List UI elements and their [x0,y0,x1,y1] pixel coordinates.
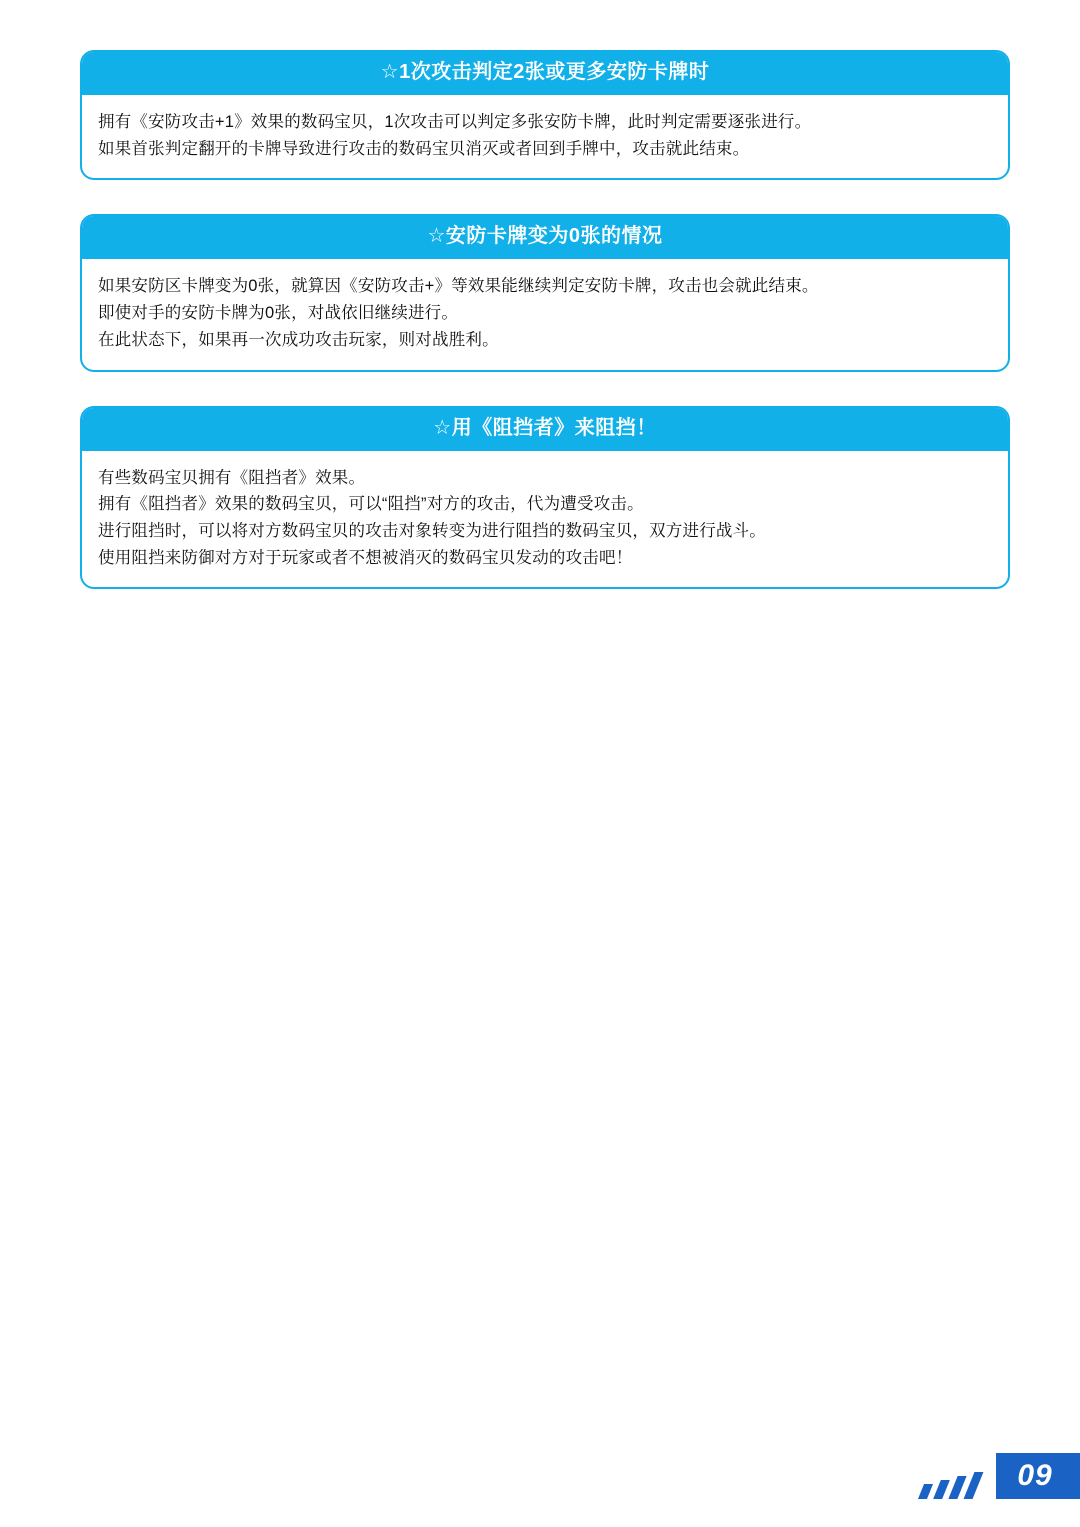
body-line: 如果首张判定翻开的卡牌导致进行攻击的数码宝贝消灭或者回到手牌中，攻击就此结束。 [98,139,750,158]
section-title: ☆安防卡牌变为0张的情况 [82,216,1008,259]
body-line: 在此状态下，如果再一次成功攻击玩家，则对战胜利。 [98,330,499,349]
body-line: 拥有《安防攻击+1》效果的数码宝贝，1次攻击可以判定多张安防卡牌，此时判定需要逐张进行。 [98,113,812,131]
page-number-badge [910,1453,1080,1499]
body-line: 进行阻挡时，可以将对方数码宝贝的攻击对象转变为进行阻挡的数码宝贝，双方进行战斗。 [98,522,766,541]
rules-section [80,214,1010,371]
page-number: 09 [996,1453,1080,1499]
rules-section [80,406,1010,590]
section-title: ☆1次攻击判定2张或更多安防卡牌时 [82,52,1008,95]
body-line: 使用阻挡来防御对方对于玩家或者不想被消灭的数码宝贝发动的攻击吧！ [98,548,633,567]
body-line: 如果安防区卡牌变为0张，就算因《安防攻击+》等效果能继续判定安防卡牌，攻击也会就此结束。 [98,277,819,296]
section-body [82,451,1008,588]
section-body [82,259,1008,369]
speed-stripes-icon [910,1453,996,1499]
body-line: 有些数码宝贝拥有《阻挡者》效果。 [98,468,366,487]
body-line: 即使对手的安防卡牌为0张，对战依旧继续进行。 [98,304,459,323]
rules-section [80,50,1010,180]
section-title: ☆用《阻挡者》来阻挡！ [82,408,1008,451]
section-body [82,95,1008,178]
rules-sections [80,50,1010,623]
body-line: 拥有《阻挡者》效果的数码宝贝，可以“阻挡”对方的攻击，代为遭受攻击。 [98,495,644,514]
